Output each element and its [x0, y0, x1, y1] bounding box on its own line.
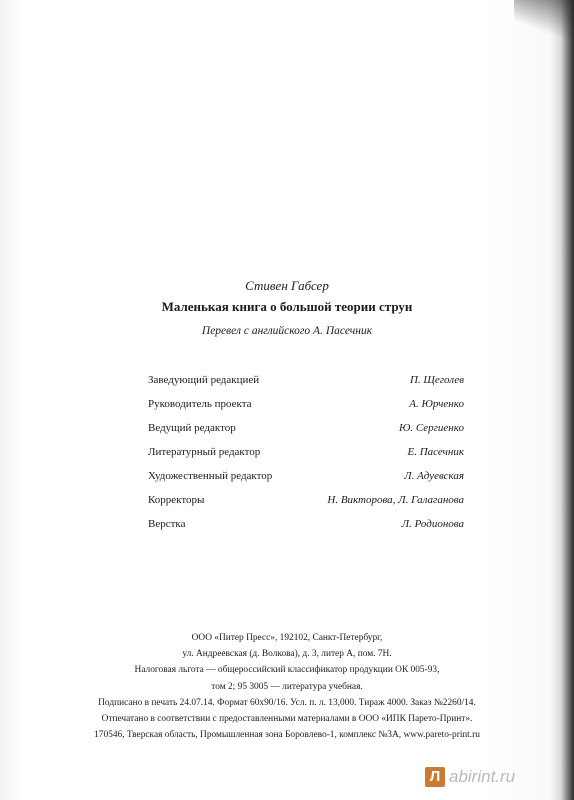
imprint-line: том 2; 95 3005 — литература учебная.: [211, 681, 363, 692]
credit-row: [148, 422, 464, 446]
credits-list: [148, 374, 464, 542]
imprint-line: ООО «Питер Пресс», 192102, Санкт-Петербург,: [191, 633, 383, 643]
book-title: Маленькая книга о большой теории струн: [161, 299, 413, 314]
imprint-line: ул. Андреевская (д. Волкова), д. 3, литер А, пом. 7Н.: [182, 649, 392, 660]
credit-name: А. Юрченко: [409, 398, 464, 410]
book-author: Стивен Габсер: [245, 278, 329, 293]
imprint-line: Налоговая льгота — общероссийский классификатор продукции ОК 005-93,: [134, 665, 440, 676]
credit-name: Н. Викторова, Л. Галаганова: [327, 494, 464, 506]
book-translator: Перевел с английского А. Пасечник: [201, 325, 373, 337]
credit-row: [148, 374, 464, 398]
watermark-logo: [425, 766, 515, 788]
credit-row: [148, 398, 464, 422]
credit-row: [148, 446, 464, 470]
imprint-block: [0, 630, 574, 743]
credit-role: Верстка: [148, 518, 186, 530]
credit-role: Руководитель проекта: [148, 398, 252, 410]
imprint-line: Отпечатано в соответствии с предоставленными материалами в ООО «ИПК Парето-Принт».: [101, 714, 473, 725]
credit-name: Л. Адуевская: [404, 470, 464, 482]
credit-role: Корректоры: [148, 494, 205, 506]
credit-row: [148, 494, 464, 518]
labirint-logo-icon: Л: [425, 767, 445, 787]
credit-row: [148, 518, 464, 542]
credit-row: [148, 470, 464, 494]
credit-role: Художественный редактор: [148, 470, 273, 482]
credit-name: П. Щеголев: [409, 374, 464, 386]
credit-name: Ю. Сергиенко: [398, 422, 464, 434]
imprint-line: 170546, Тверская область, Промышленная зона Боровлево-1, комплекс №3А, www.pareto-print.ru: [94, 730, 480, 741]
credit-role: Заведующий редакцией: [148, 374, 260, 386]
watermark-text: abirint.ru: [449, 767, 516, 786]
imprint-line: Подписано в печать 24.07.14. Формат 60х90/16. Усл. п. л. 13,000. Тираж 4000. Заказ №2260/14.: [98, 697, 476, 708]
credit-role: Ведущий редактор: [148, 422, 236, 434]
credit-name: Е. Пасечник: [407, 446, 464, 458]
credit-role: Литературный редактор: [148, 446, 261, 458]
credit-name: Л. Родионова: [401, 518, 464, 530]
